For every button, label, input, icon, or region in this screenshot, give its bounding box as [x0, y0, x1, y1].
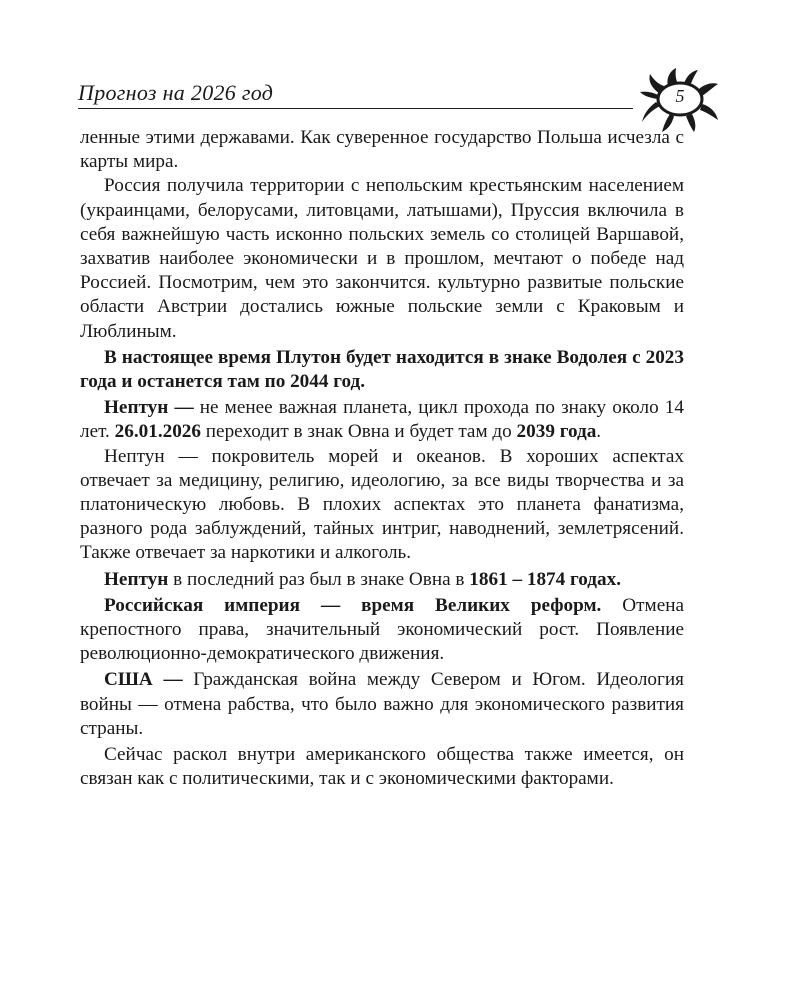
paragraph [80, 594, 684, 667]
bold-text: Российская империя — время Великих реформ. [104, 594, 602, 616]
running-title: Прогноз на 2026 год [78, 80, 274, 105]
page-number-ornament [638, 66, 722, 132]
bold-text: Нептун — [104, 397, 194, 419]
bold-text: Нептун [104, 568, 169, 590]
bold-text: 2039 года [516, 421, 597, 443]
text-run: в последний раз был в знаке Овна в [168, 568, 470, 590]
paragraph [80, 668, 684, 741]
paragraph: Сейчас раскол внутри американского общества также имеется, он связан как с политическими, так и с экономическими факторами. [80, 744, 684, 790]
paragraph: Россия получила территории с непольским крестьянским населением (украинцами, белорусами, литовцами, латышами), Пруссия включила в себя важнейшую часть исконно польских земель со столицей Варшавой, захватив наиболее экономически и в прошлом, мечтают о победе над Россией. Посмотрим, чем это закончится. культурно развитые польские области Австрии достались южные польские земли с Краковым и Люблиным. [80, 175, 684, 342]
page-number: 5 [675, 86, 685, 106]
paragraph [80, 568, 684, 592]
text-run: Отмена крепостного права, значительный экономический рост. Появление революционно-демократического движения. [80, 594, 684, 665]
bold-text: США — [104, 669, 183, 691]
bold-text: В настоящее время Плутон будет находится в знаке Водолея с 2023 года и останется там по 2044 год. [80, 346, 684, 393]
page-header [78, 74, 728, 114]
text-run: . [596, 421, 602, 443]
header-rule [78, 108, 633, 109]
paragraph: ленные этими державами. Как суверенное государство Польша исчезла с карты мира. [80, 127, 684, 173]
paragraph: Нептун — покровитель морей и океанов. В хороших аспектах отвечает за медицину, религию, идеологию, за все виды творчества и за платоническую любовь. В плохих аспектах это планета фанатизма, разного рода заблуждений, тайных интриг, наводнений, землетрясений. Также отвечает за наркотики и алкоголь. [80, 445, 684, 564]
page-body [80, 126, 684, 791]
paragraph [80, 396, 684, 444]
bold-paragraph [80, 346, 684, 394]
bold-text: 26.01.2026 [114, 421, 201, 443]
bold-text: 1861 – 1874 годах. [469, 568, 621, 590]
text-run: переходит в знак Овна и будет там до [200, 421, 517, 443]
text-run: не менее важная планета, цикл прохода по знаку около 14 лет. [80, 397, 684, 443]
text-run: Гражданская война между Севером и Югом. Идеология войны — отмена рабства, что было важно для экономического развития страны. [80, 669, 684, 739]
